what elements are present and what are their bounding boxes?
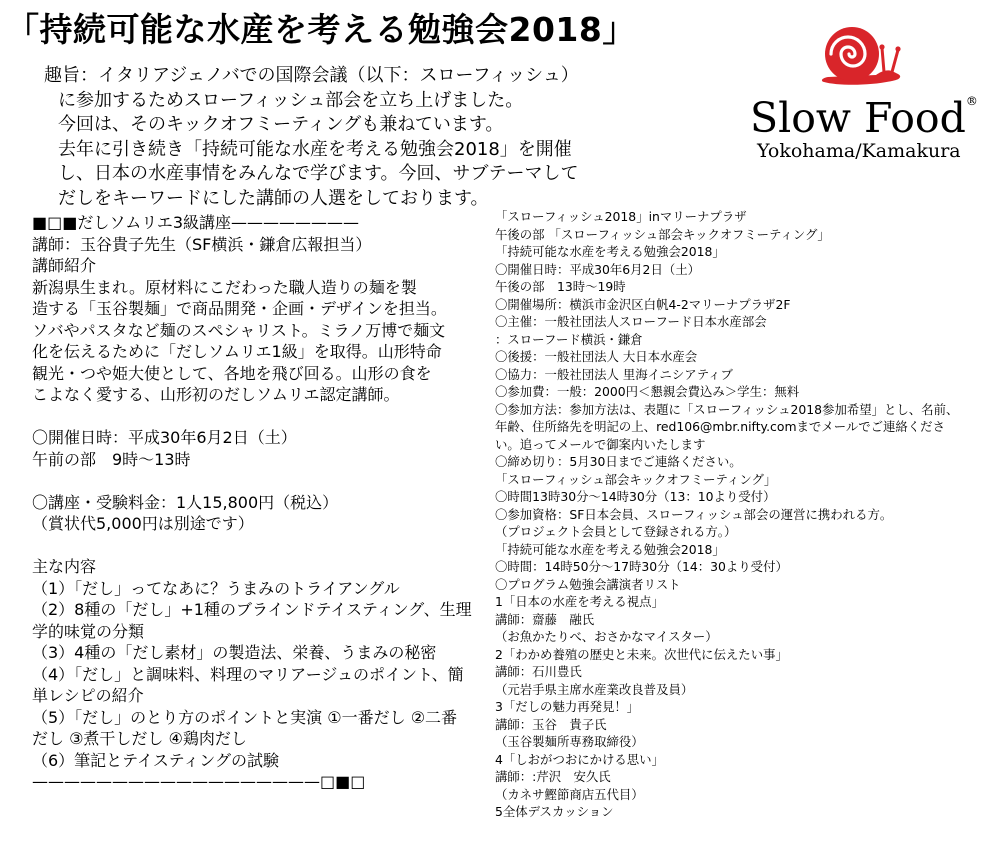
event-line: 1「日本の水産を考える視点」 — [495, 594, 664, 609]
logo-name-text: Slow Food — [750, 94, 966, 142]
event-line: 〇協力：一般社団法人 里海イニシアティブ — [495, 366, 733, 382]
lecturer-bio-line: 造する「玉谷製麺」で商品開発・企画・デザインを担当。 — [32, 299, 447, 318]
lecturer-bio-line: 化を伝えるために「だしソムリエ1級」を取得。山形特命 — [32, 342, 442, 361]
event-line: 〇時間13時30分～14時30分（13：10より受付） — [495, 489, 776, 504]
event-line: 講師：齋藤 融氏 — [495, 611, 595, 627]
spacer — [32, 406, 472, 428]
event-line: 〇参加資格：SF日本会員、スローフィッシュ部会の運営に携われる方。 — [495, 506, 893, 522]
course-date-line: 〇開催日時：平成30年6月2日（土） — [32, 428, 297, 447]
event-line: （玉谷製麺所専務取締役） — [495, 734, 644, 749]
event-line: 2「わかめ養殖の歴史と未来。次世代に伝えたい事」 — [495, 646, 788, 662]
lecturer-bio-line: こよなく愛する、山形初のだしソムリエ認定講師。 — [32, 385, 400, 404]
event-line: （プロジェクト会員として登録される方。） — [495, 524, 737, 539]
event-line: （お魚かたりべ、おさかなマイスター） — [495, 629, 718, 644]
contents-line: （5）「だし」のとり方のポイントと実演 ①一番だし ②二番 — [32, 707, 458, 727]
registered-mark: ® — [965, 94, 978, 108]
course-heading: ■□■だしソムリエ3級講座———————— — [32, 213, 360, 232]
event-line: 5全体デスカッション — [495, 804, 614, 819]
event-line: 〇プログラム勉強会講演者リスト — [495, 576, 681, 592]
logo-subtitle: Yokohama/Kamakura — [757, 140, 961, 162]
event-line: 3「だしの魅力再発見！」 — [495, 699, 640, 714]
logo-name — [750, 94, 978, 142]
page-title: 「持続可能な水産を考える勉強会2018」 — [6, 10, 636, 49]
contents-line: （2）8種の「だし」+1種のブラインドテイスティング、生理 — [32, 600, 472, 619]
event-line: 〇参加費：一般：2000円＜懇親会費込み＞学生：無料 — [495, 384, 800, 399]
slow-food-logo — [740, 24, 980, 164]
contents-line: （1）「だし」ってなあに？うまみのトライアングル — [32, 578, 400, 598]
section-divider: ——————————————————□■□ — [32, 772, 366, 791]
event-line: 年齢、住所絡先を明記の上、red106@mbr.nifty.comまでメールでご連絡くださ — [495, 419, 945, 434]
event-line: い。追ってメールで御案内いたします — [495, 436, 706, 452]
spacer — [32, 535, 472, 557]
event-line: 「持続可能な水産を考える勉強会2018」 — [495, 541, 725, 557]
event-line: 講師：石川豊氏 — [495, 664, 582, 679]
intro-line: 趣旨：イタリアジェノバでの国際会議（以下：スローフィッシュ） — [44, 65, 579, 86]
intro-line: 今回は、そのキックオフミーティングも兼ねています。 — [58, 114, 504, 135]
slow-fish-event-column — [495, 208, 1000, 821]
event-line: 〇開催場所：横浜市金沢区白帆4-2マリーナプラザ2F — [495, 296, 791, 312]
lecturer-bio-line: 観光・つや姫大使として、各地を飛び回る。山形の食を — [32, 363, 432, 383]
event-line: 〇参加方法：参加方法は、表題に「スローフィッシュ2018参加希望」とし、名前、 — [495, 401, 959, 417]
event-line: 午後の部 13時～19時 — [495, 279, 626, 294]
contents-heading: 主な内容 — [32, 557, 97, 576]
event-line: 午後の部 「スローフィッシュ部会キックオフミーティング」 — [495, 226, 830, 242]
intro-line: に参加するためスローフィッシュ部会を立ち上げました。 — [58, 89, 524, 111]
event-line: ：スローフード横浜・鎌倉 — [495, 331, 643, 347]
lecturer-intro-heading: 講師紹介 — [32, 256, 97, 275]
event-line: 〇時間：14時50分～17時30分（14：30より受付） — [495, 559, 788, 574]
snail-icon — [812, 24, 904, 90]
spacer — [32, 470, 472, 492]
event-line: （カネサ鰹節商店五代目） — [495, 786, 644, 802]
contents-line: （6）筆記とテイスティングの試験 — [32, 750, 279, 770]
lecturer-bio-line: ソバやパスタなど麺のスペシャリスト。ミラノ万博で麺文 — [32, 320, 446, 340]
event-line: 〇締め切り：5月30日までご連絡ください。 — [495, 454, 742, 469]
contents-line: 単レシピの紹介 — [32, 686, 144, 705]
contents-line: （4）「だし」と調味料、料理のマリアージュのポイント、簡 — [32, 664, 464, 684]
intro-line: し、日本の水産事情をみんなで学びます。今回、サブテーマして — [58, 163, 579, 184]
event-line: 「スローフィッシュ部会キックオフミーティング」 — [495, 471, 777, 487]
course-fee-line: 〇講座・受験料金：1人15,800円（税込） — [32, 492, 339, 512]
course-time-line: 午前の部 9時～13時 — [32, 449, 191, 469]
event-line: 4「しおがつおにかける思い」 — [495, 751, 664, 767]
dashi-sommelier-course-column — [32, 212, 472, 793]
event-line: 「スローフィッシュ2018」inマリーナプラザ — [495, 209, 747, 224]
event-line: 〇後援：一般社団法人 大日本水産会 — [495, 349, 698, 364]
contents-line: だし ③煮干しだし ④鶏肉だし — [32, 729, 247, 748]
event-line: 〇開催日時：平成30年6月2日（土） — [495, 261, 701, 277]
event-line: 「持続可能な水産を考える勉強会2018」 — [495, 244, 725, 259]
intro-paragraph — [44, 64, 579, 211]
intro-line: 去年に引き続き「持続可能な水産を考える勉強会2018」を開催 — [58, 138, 572, 160]
course-fee-note: （賞状代5,000円は別途です） — [32, 514, 254, 533]
lecturer-bio-line: 新潟県生まれ。原材料にこだわった職人造りの麺を製 — [32, 277, 417, 297]
event-line: 講師：玉谷 貴子氏 — [495, 716, 607, 732]
contents-line: （3）4種の「だし素材」の製造法、栄養、うまみの秘密 — [32, 643, 437, 662]
intro-line: だしをキーワードにした講師の人選をしております。 — [58, 187, 489, 209]
event-line: 〇主催：一般社団法人スローフード日本水産部会 — [495, 314, 767, 329]
lecturer-line: 講師：玉谷貴子先生（SF横浜・鎌倉広報担当） — [32, 234, 372, 254]
event-line: （元岩手県主席水産業改良普及員） — [495, 681, 694, 697]
contents-line: 学的味覚の分類 — [32, 621, 145, 641]
event-line: 講師：:芹沢 安久氏 — [495, 769, 611, 784]
